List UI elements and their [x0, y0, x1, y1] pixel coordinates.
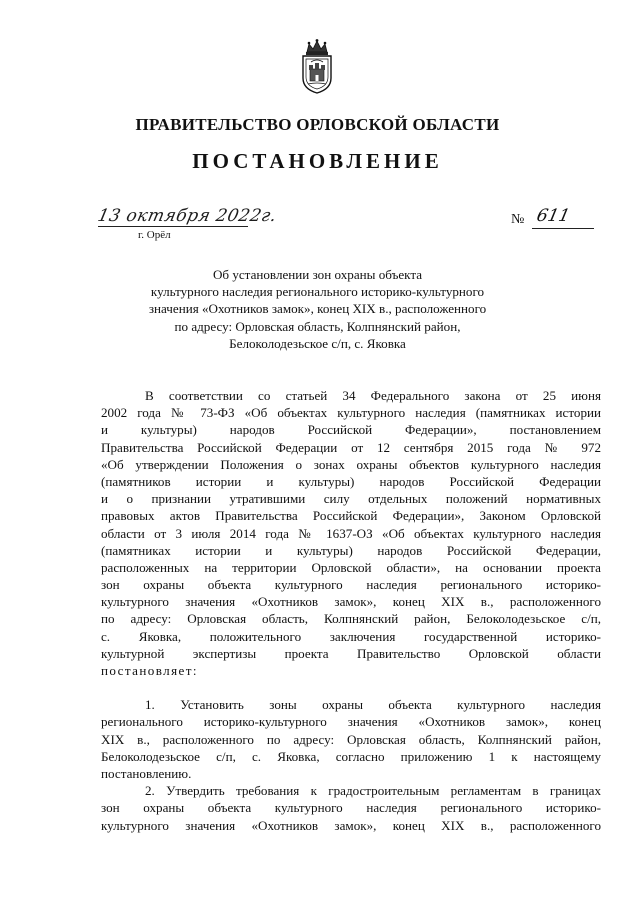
handwritten-date: 13 октября 2022г.	[95, 206, 279, 226]
number-underline	[532, 228, 594, 229]
preamble-line: расположенных на территории Орловской области», на основании проекта	[101, 559, 601, 575]
preamble-line: правовых актов Правительства Российской Федерации», Законом Орловской	[101, 508, 601, 524]
date-underline	[98, 226, 248, 227]
date-block	[95, 202, 279, 244]
preamble-line: (памятниках истории и культуры) народов Российской Федерации,	[101, 542, 601, 558]
document-body	[101, 387, 601, 834]
number-sign: №	[511, 212, 525, 227]
preamble-line: по адресу: Орловская область, Колпнянский район, Белоколодезьское с/п,	[101, 611, 601, 627]
item-1-line: Белоколодезьское с/п, с. Яковка, согласно приложению 1 к настоящему	[101, 748, 601, 764]
preamble-line: Правительства Российской Федерации от 12 сентября 2015 года № 972	[101, 439, 601, 455]
subject-line: культурного наследия регионального историко-культурного	[150, 284, 485, 300]
item-2-line: зон охраны объекта культурного наследия регионального историко-	[101, 800, 601, 816]
city-label: г. Орёл	[138, 229, 171, 241]
preamble-line: В соответствии со статьей 34 Федерального закона от 25 июня	[145, 388, 601, 403]
item-2-line: культурного значения «Охотников замок», конец XIX в., расположенного	[101, 817, 601, 833]
preamble-line: области от 3 июля 2014 года № 1637-ОЗ «Об объектах культурного наследия	[101, 525, 601, 541]
item-1-line: XIX в., расположенного по адресу: Орловская область, Колпнянский район,	[101, 731, 601, 747]
paragraph-gap	[101, 679, 601, 696]
preamble-line: с. Яковка, положительного заключения государственной историко-	[101, 628, 601, 644]
item-1-line: регионального историко-культурного значения «Охотников замок», конец	[101, 714, 601, 730]
coat-of-arms-emblem	[299, 38, 335, 94]
preamble-line: зон охраны объекта культурного наследия регионального историко-	[101, 577, 601, 593]
item-1-line: 1. Установить зоны охраны объекта культурного наследия	[145, 697, 601, 713]
preamble-line: и культуры) народов Российской Федерации», постановлением	[101, 422, 601, 438]
item-2-line: 2. Утвердить требования к градостроительным регламентам в границах	[145, 783, 601, 799]
government-title: ПРАВИТЕЛЬСТВО ОРЛОВСКОЙ ОБЛАСТИ	[135, 115, 500, 134]
preamble-line: и о признании утратившими силу отдельных положений нормативных	[101, 491, 601, 507]
subject-line: Об установлении зон охраны объекта	[212, 267, 423, 282]
preamble-line: (памятников истории и культуры) народов Российской Федерации	[101, 473, 601, 489]
document-number-block	[511, 206, 596, 232]
resolves-word: постановляет:	[101, 663, 198, 678]
preamble-line: «Об утверждении Положения о зонах охраны объектов культурного наследия	[101, 456, 601, 472]
preamble-line: культурного значения «Охотников замок», конец XIX в., расположенного	[101, 594, 601, 610]
document-subject	[120, 266, 515, 352]
subject-line: значения «Охотников замок», конец XIX в., расположенного	[148, 301, 487, 317]
item-1-line: постановлению.	[101, 765, 192, 781]
subject-line: Белоколодезьское с/п, с. Яковка	[229, 335, 406, 351]
handwritten-number: 611	[534, 206, 572, 226]
subject-line: по адресу: Орловская область, Колпнянский район,	[174, 318, 461, 334]
document-type-heading: ПОСТАНОВЛЕНИЕ	[192, 149, 443, 173]
preamble-line: 2002 года № 73-ФЗ «Об объектах культурного наследия (памятниках истории	[101, 405, 601, 421]
preamble-line: культурной экспертизы проекта Правительство Орловской области	[101, 645, 601, 661]
